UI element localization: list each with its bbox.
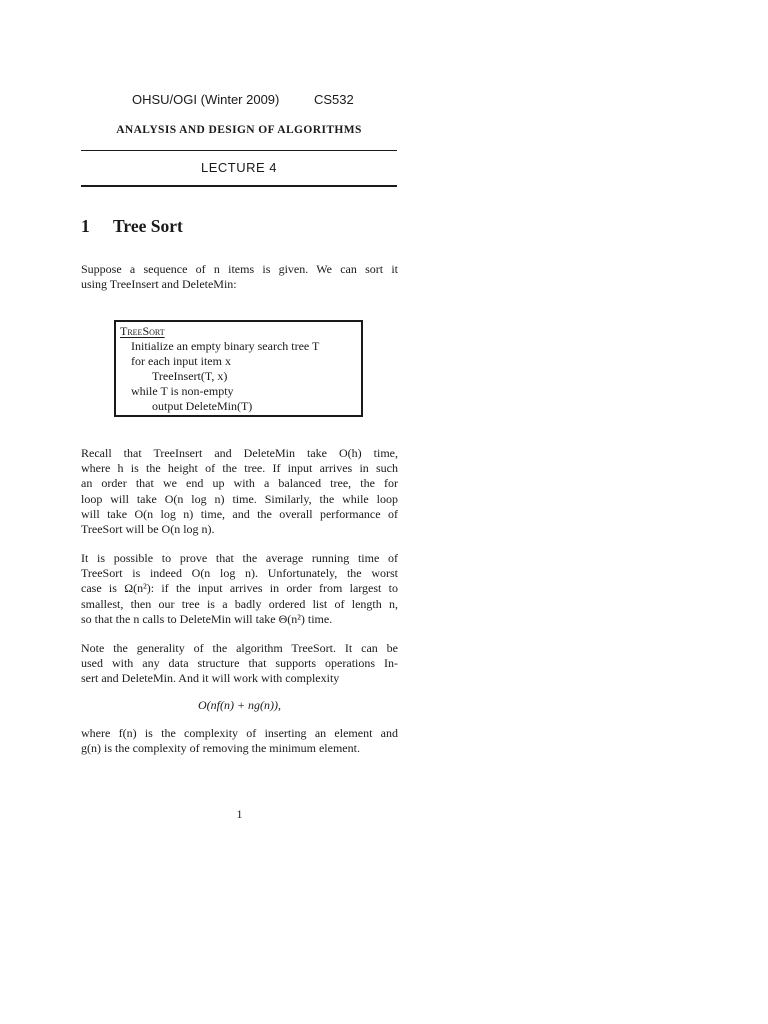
- paragraph-line: where h is the height of the tree. If input arrives in such: [81, 461, 398, 476]
- section-title: Tree Sort: [113, 216, 183, 236]
- paragraph-line: TreeSort will be O(n log n).: [81, 521, 215, 536]
- paragraph-line: It is possible to prove that the average running time of: [81, 551, 398, 565]
- algorithm-name: TreeSort: [120, 324, 165, 338]
- paragraph-line: where f(n) is the complexity of inserting an element and: [81, 726, 398, 740]
- algorithm-line: TreeInsert(T, x): [152, 369, 228, 383]
- paragraph-line: TreeSort is indeed O(n log n). Unfortunately, the worst: [81, 566, 398, 581]
- course-title: ANALYSIS AND DESIGN OF ALGORITHMS: [116, 124, 362, 136]
- paragraph-line: case is Ω(n²): if the input arrives in order from largest to: [81, 581, 398, 596]
- course-header: [132, 92, 362, 107]
- algorithm-line: Initialize an empty binary search tree T: [131, 339, 320, 353]
- course-code: CS532: [314, 92, 354, 107]
- paragraph-line: g(n) is the complexity of removing the minimum element.: [81, 741, 360, 756]
- generality-paragraph: [81, 641, 398, 687]
- institution-label: OHSU/OGI (Winter 2009): [132, 92, 280, 107]
- algorithm-box: [114, 320, 363, 417]
- algorithm-line: output DeleteMin(T): [152, 399, 253, 413]
- bottom-rule: [81, 185, 397, 187]
- paragraph-line: sert and DeleteMin. And it will work with complexity: [81, 671, 340, 686]
- paragraph-line: Suppose a sequence of n items is given. We can sort it: [81, 262, 398, 276]
- paragraph-line: used with any data structure that supports operations In-: [81, 656, 398, 671]
- where-paragraph: [81, 726, 398, 756]
- paragraph-line: smallest, then our tree is a badly ordered list of length n,: [81, 596, 398, 611]
- section-number: 1: [81, 216, 90, 236]
- paragraph-line: loop will take O(n log n) time. Similarly, the while loop: [81, 491, 398, 506]
- paragraph-line: an order that we end up with a balanced tree, the for: [81, 476, 398, 491]
- lecture-label: LECTURE 4: [200, 160, 278, 175]
- top-rule: [81, 150, 397, 151]
- paragraph-line: using TreeInsert and DeleteMin:: [81, 277, 237, 292]
- complexity-formula: O(nf(n) + ng(n)),: [197, 698, 282, 712]
- paragraph-line: Note the generality of the algorithm TreeSort. It can be: [81, 641, 398, 655]
- paragraph-line: will take O(n log n) time, and the overall performance of: [81, 506, 398, 521]
- recall-paragraph: [81, 446, 398, 537]
- algorithm-line: while T is non-empty: [131, 384, 234, 398]
- algorithm-line: for each input item x: [131, 354, 231, 368]
- paragraph-line: so that the n calls to DeleteMin will take Θ(n²) time.: [81, 611, 333, 626]
- section-heading: [81, 216, 183, 237]
- page-number: 1: [236, 807, 243, 821]
- intro-paragraph: [81, 262, 398, 292]
- paragraph-line: Recall that TreeInsert and DeleteMin take O(h) time,: [81, 446, 398, 460]
- average-paragraph: [81, 551, 398, 627]
